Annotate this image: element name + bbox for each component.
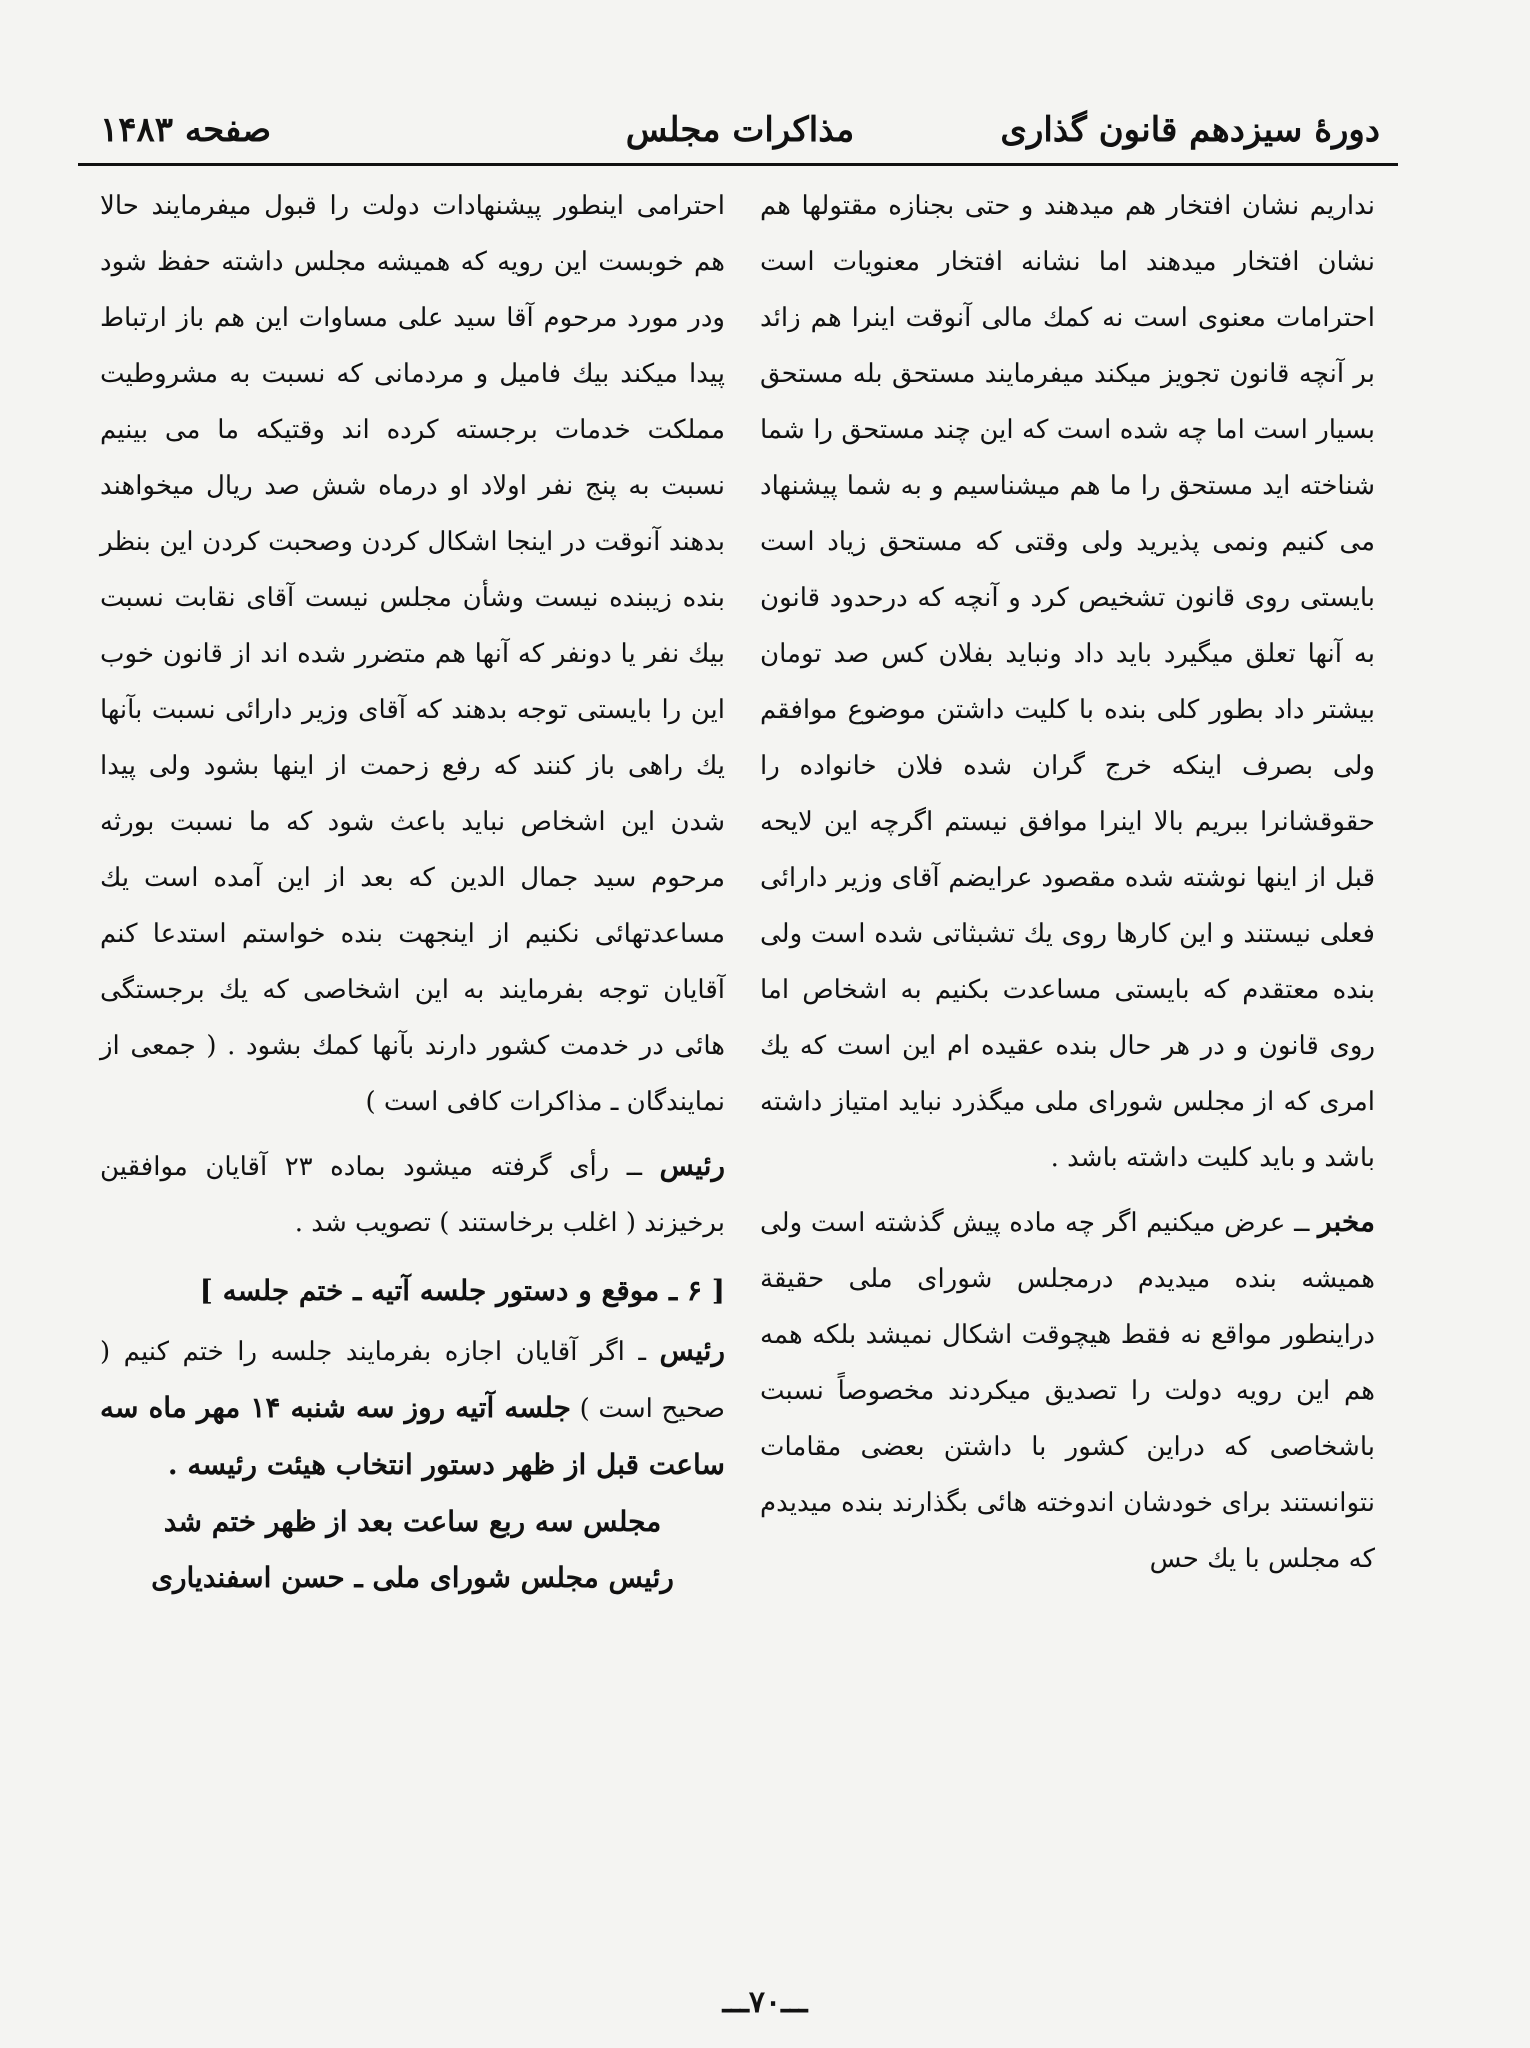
- next-session-text: جلسه آتیه روز سه شنبه ۱۴ مهر ماه سه ساعت قبل از ظهر دستور انتخاب هیئت رئیسه .: [100, 1391, 725, 1481]
- session-title: دورهٔ سیزدهم قانون گذاری: [1000, 110, 1380, 150]
- signature-text: رئیس مجلس شورای ملی ـ حسن اسفندیاری: [151, 1561, 674, 1594]
- left-column-paragraph: احترامی اینطور پیشنهادات دولت را قبول میفرمایند حالا هم خوبست این رویه که همیشه مجلس داشته حفظ شود ودر مورد مرحوم آقا سید علی مساوات این هم باز ارتباط پیدا میکند بیك فامیل و مردمانی که نسبت به مشروطیت مملکت خدمات برجسته کرده اند وقتیکه ما می بینیم نسبت به پنج نفر اولاد او درماه شش صد ریال میخواهند بدهند آنوقت در اینجا اشکال کردن وصحبت کردن این بنظر بنده زیبنده نیست وشأن مجلس نیست آقای نقابت نسبت بیك نفر یا دونفر که آنها هم متضرر شده اند از قانون خوب این را بایستی توجه بدهند که آقای وزیر دارائی نسبت بآنها یك راهی باز کنند که رفع زحمت از اینها بشود ولی پیدا شدن این اشخاص نباید باعث شود که ما نسبت بورثه مرحوم سید جمال الدین که بعد از این آمده است یك مساعدتهائی نکنیم از اینجهت بنده خواستم استدعا کنم آقایان توجه بفرمایند به این اشخاصی که یك برجستگی هائی در خدمت کشور دارند بآنها کمك بشود . ( جمعی از نمایندگان ـ مذاکرات کافی است ): [100, 191, 725, 1117]
- section-heading: [ ۶ ـ موقع و دستور جلسه آتیه ـ ختم جلسه ]: [199, 1274, 725, 1307]
- left-column: [100, 178, 725, 1606]
- closing-paragraph: [100, 1323, 725, 1494]
- adjournment-text: مجلس سه ربع ساعت بعد از ظهر ختم شد: [163, 1505, 662, 1538]
- speaker-label-president-closing: رئیس: [659, 1334, 725, 1367]
- page-number: ـــ۷۰ـــ: [722, 1985, 808, 2020]
- publication-title: مذاکرات مجلس: [625, 110, 855, 150]
- vote-text: ــ رأی گرفته میشود بماده ۲۳ آقایان موافقین برخیزند ( اغلب برخاستند ) تصویب شد .: [100, 1152, 725, 1238]
- speaker-label-president: رئیس: [659, 1149, 725, 1182]
- closing-text: ـ اگر آقایان اجازه بفرمایند جلسه را ختم کنیم ( صحیح است ): [100, 1337, 726, 1424]
- page-label: صفحه ۱۴۸۳: [100, 110, 272, 150]
- header-rule: [78, 163, 1398, 166]
- right-column-paragraph: نداریم نشان افتخار هم میدهند و حتی بجنازه مقتولها هم نشان افتخار میدهند اما نشانه افتخار معنویات است احترامات معنوی است نه کمك مالی آنوقت اینرا هم زائد بر آنچه قانون تجویز میکند میفرمایند مستحق بله مستحق بسیار است اما چه شده است که این چند مستحق را شما شناخته اید مستحق را ما هم میشناسیم و به شما پیشنهاد می کنیم ونمی پذیرید ولی وقتی که مستحق زیاد است بایستی روی قانون تشخیص کرد و آنچه که درحدود قانون به آنها تعلق میگیرد باید داد ونباید بفلان کس صد تومان بیشتر داد بطور کلی بنده با کلیت داشتن موضوع موافقم ولی بصرف اینکه خرج گران شده فلان خانواده را حقوقشانرا ببریم بالا اینرا موافق نیستم اگرچه این لایحه قبل از اینها نوشته شده مقصود عرایضم آقای وزیر دارائی فعلی نیستند و این کارها روی یك تشبثاتی شده است ولی بنده معتقدم که بایستی مساعدت بکنیم به اشخاص اما روی قانون و در هر حال بنده عقیده ام این است که یك امری که از مجلس شورای ملی میگذرد نباید امتیاز داشته باشد و باید کلیت داشته باشد .: [760, 191, 1375, 1173]
- speaker-label-mokhber: مخبر: [1318, 1205, 1375, 1238]
- right-column: [760, 178, 1375, 1587]
- mokhber-text: ــ عرض میکنیم اگر چه ماده پیش گذشته است ولی همیشه بنده میدیدم درمجلس شورای ملی حقیقة دراینطور مواقع نه فقط هیچوقت اشکال نمیشد بلکه همه هم این رویه دولت را تصدیق میکردند مخصوصاً نسبت باشخاصی که دراین کشور با داشتن بعضی مقامات نتوانستند برای خودشان اندوخته هائی بگذارند بنده میدیدم که مجلس با یك حس: [760, 1208, 1375, 1574]
- mokhber-paragraph: [760, 1194, 1375, 1587]
- vote-paragraph: [100, 1138, 725, 1251]
- page-header: [100, 110, 1380, 160]
